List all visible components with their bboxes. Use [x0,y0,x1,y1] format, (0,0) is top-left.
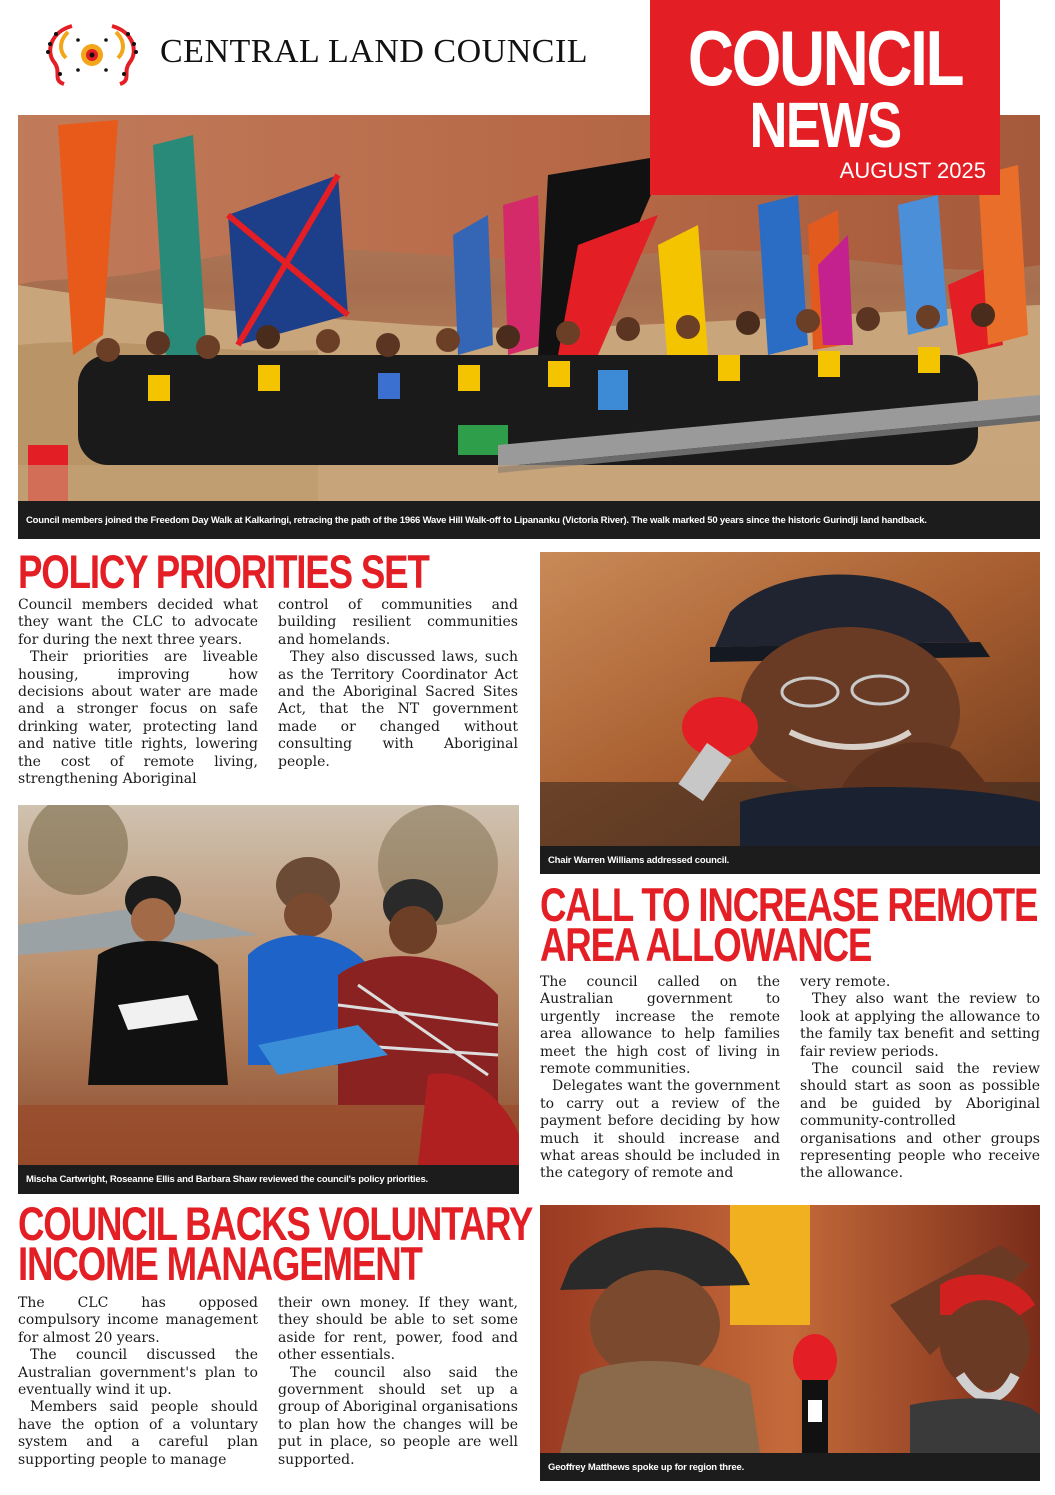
paragraph: Delegates want the government to carry out a review of the payment before deciding by how much it should increase and what areas should be included in the category of remote and [540,1078,780,1182]
allowance-headline-line1: CALL TO INCREASE REMOTE [540,878,1038,931]
policy-column-1 [18,597,258,788]
issue-date: AUGUST 2025 [839,158,986,183]
paragraph: They also discussed laws, such as the Territory Coordinator Act and the Aboriginal Sacred Sites Act, that the NT government made or changed without consulting with Aboriginal people. [278,649,518,770]
paragraph: The council said the review should start as soon as possible and be guided by Aboriginal community-controlled organisations and other groups representing people who receive the allowance. [800,1061,1040,1182]
income-headline-line1: COUNCIL BACKS VOLUNTARY [18,1197,533,1250]
banner-title-line1: COUNCIL [687,14,963,102]
org-name: CENTRAL LAND COUNCIL [160,33,589,70]
clc-logo-icon [42,22,142,88]
policy-headline: POLICY PRIORITIES SET [18,545,429,598]
paragraph: The council discussed the Australian government's plan to eventually wind it up. [18,1347,258,1399]
allowance-column-2 [800,974,1040,1183]
income-headline-line2: INCOME MANAGEMENT [18,1237,422,1290]
paragraph: The CLC has opposed compulsory income management for almost 20 years. [18,1295,258,1346]
policy-review-image [18,805,519,1165]
allowance-headline-line2: AREA ALLOWANCE [540,918,872,971]
paragraph: their own money. If they want, they should be able to set some aside for rent, power, food and other essentials. [278,1295,518,1364]
banner-title-line2: NEWS [749,89,901,161]
income-column-2 [278,1295,518,1469]
paragraph: Council members decided what they want the CLC to advocate for during the next three years. [18,597,258,648]
paragraph: Their priorities are liveable housing, improving how decisions about water are made and a stronger focus on safe drinking water, protecting land and native title rights, lowering the cost of remote living, strengthening Aboriginal [18,649,258,788]
policy-photo-caption: Mischa Cartwright, Roseanne Ellis and Barbara Shaw reviewed the council's policy priorities. [18,1165,519,1194]
chair-caption: Chair Warren Williams addressed council. [540,846,1040,874]
hero-caption: Council members joined the Freedom Day Walk at Kalkaringi, retracing the path of the 1966 Wave Hill Walk-off to Lipananku (Victoria River). The walk marked 50 years since the historic Gurindji land handback. [18,501,1040,539]
paragraph: very remote. [800,974,891,990]
paragraph: Members said people should have the option of a voluntary system and a careful plan supporting people to manage [18,1399,258,1468]
paragraph: They also want the review to look at applying the allowance to the family tax benefit and setting fair review periods. [800,991,1040,1060]
paragraph: The council called on the Australian government to urgently increase the remote area allowance to help families meet the high cost of living in remote communities. [540,974,780,1078]
council-news-banner [650,0,1000,195]
allowance-column-1 [540,974,780,1183]
income-column-1 [18,1295,258,1469]
paragraph: The council also said the government should set up a group of Aboriginal organisations to plan how the changes will be put in place, so people are well supported. [278,1364,518,1468]
paragraph: control of communities and building resilient communities and homelands. [278,597,518,648]
policy-photo [18,805,519,1165]
chair-photo [540,552,1040,846]
matthews-caption: Geoffrey Matthews spoke up for region three. [540,1453,1040,1481]
matthews-photo [540,1205,1040,1453]
policy-column-2 [278,597,518,771]
geoffrey-matthews-image [540,1205,1040,1453]
warren-williams-image [540,552,1040,846]
